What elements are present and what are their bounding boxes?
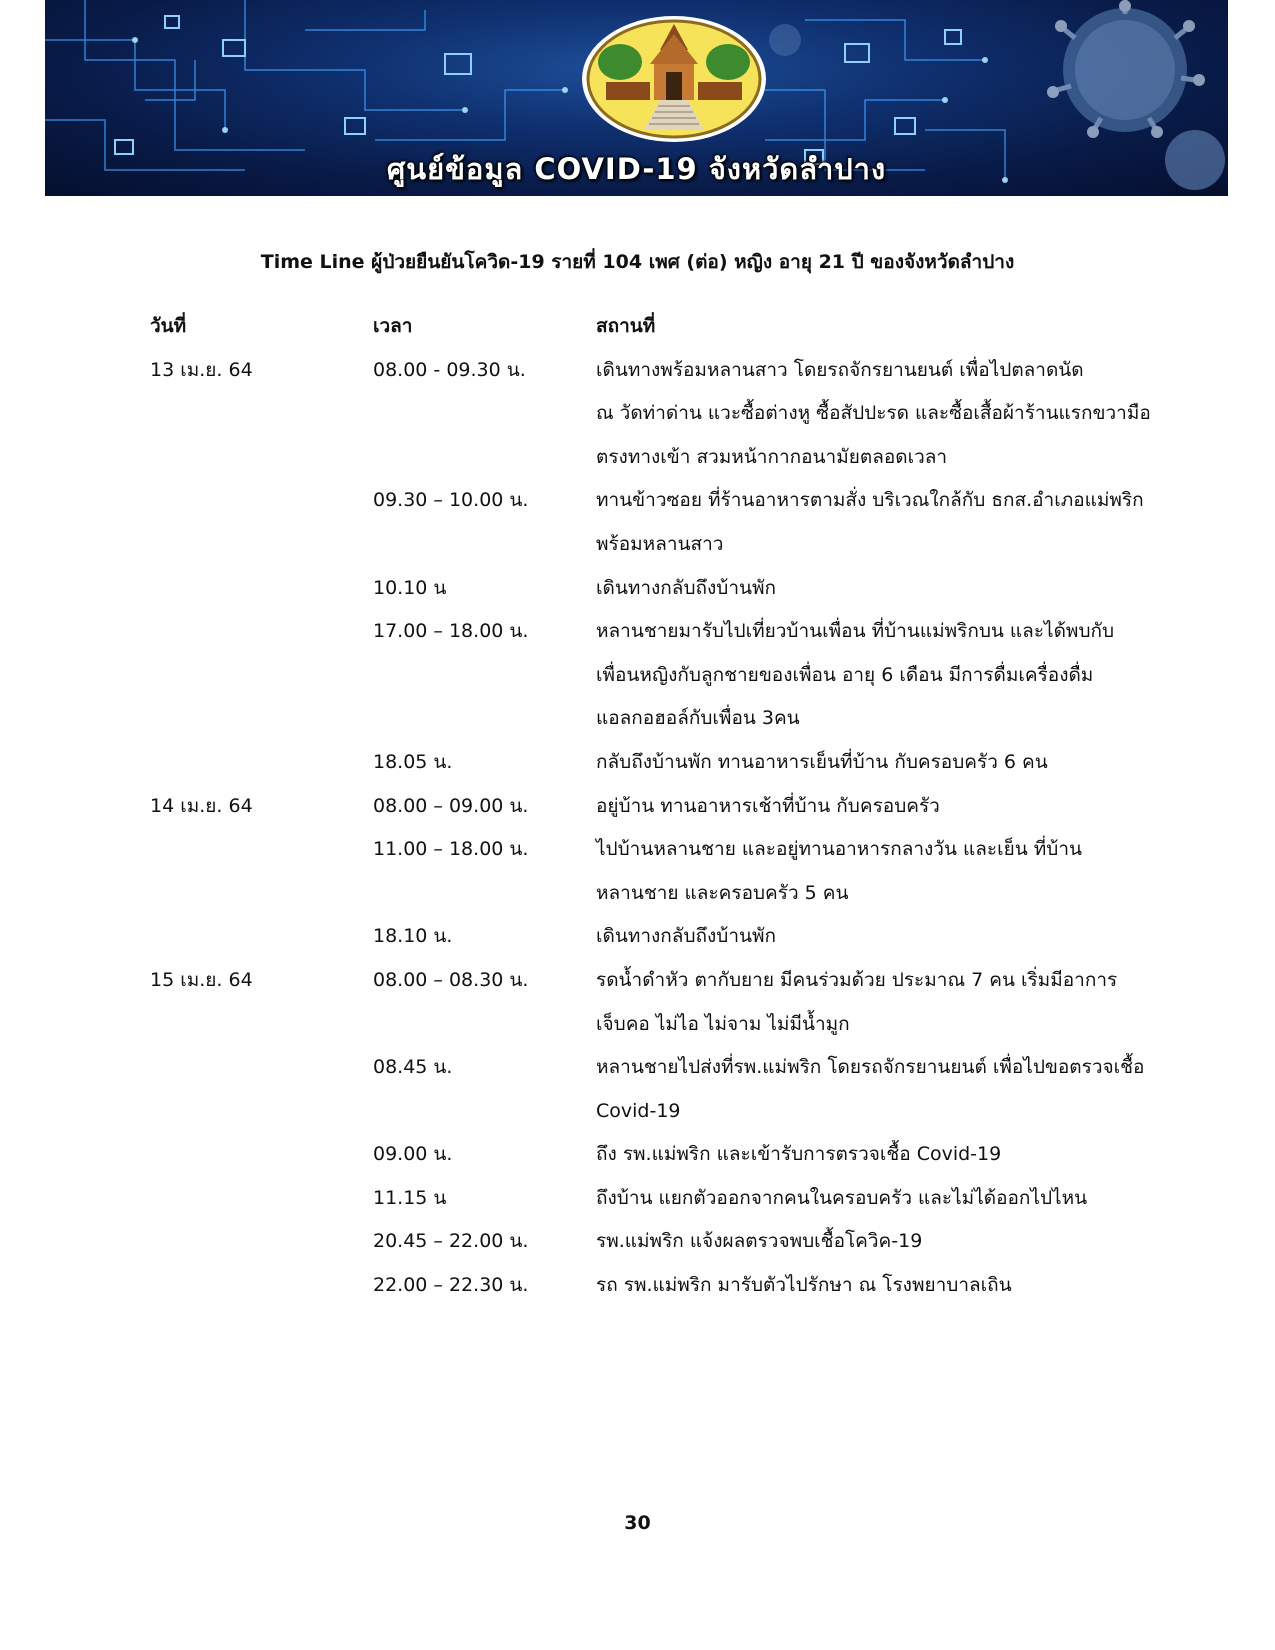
- row-place: [596, 1046, 1210, 1133]
- row-place-line: ณ วัดท่าด่าน แวะซื้อต่างหู ซื้อสัปปะรด และซื้อเสื้อผ้าร้านแรกขวามือ: [596, 402, 1151, 425]
- table-row: [150, 1264, 1210, 1308]
- row-place: [596, 1177, 1210, 1221]
- row-place-line: ทานข้าวซอย ที่ร้านอาหารตามสั่ง บริเวณใกล้กับ ธกส.อำเภอแม่พริก: [596, 489, 1144, 512]
- document-title: Time Line ผู้ป่วยยืนยันโควิด-19 รายที่ 104 เพศ (ต่อ) หญิง อายุ 21 ปี ของจังหวัดลำปาง: [260, 251, 1015, 273]
- provincial-seal-icon: [580, 14, 768, 144]
- row-time: 09.30 – 10.00 น.: [373, 489, 529, 512]
- row-place: [596, 741, 1210, 785]
- row-place-line: ถึง รพ.แม่พริก และเข้ารับการตรวจเชื้อ Covid-19: [596, 1143, 1002, 1166]
- table-row: [150, 915, 1210, 959]
- row-time: 18.10 น.: [373, 925, 453, 948]
- row-place: [596, 349, 1210, 480]
- table-row: [150, 567, 1210, 611]
- row-date: [150, 1046, 373, 1133]
- row-place: [596, 479, 1210, 566]
- row-place-line: หลานชาย และครอบครัว 5 คน: [596, 881, 849, 904]
- row-time: 18.05 น.: [373, 750, 453, 773]
- page-number: 30: [624, 1512, 651, 1534]
- row-place-line: แอลกอฮอล์กับเพื่อน 3คน: [596, 707, 800, 730]
- table-row: [150, 785, 1210, 829]
- row-date: [150, 479, 373, 566]
- column-header-place: สถานที่: [596, 315, 656, 337]
- row-time: 22.00 – 22.30 น.: [373, 1274, 529, 1297]
- row-place-line: ตรงทางเข้า สวมหน้ากากอนามัยตลอดเวลา: [596, 445, 948, 468]
- banner-title: ศูนย์ข้อมูล COVID-19 จังหวัดลำปาง: [386, 152, 887, 186]
- timeline-table: [150, 305, 1210, 1308]
- row-place: [596, 1264, 1210, 1308]
- table-row: [150, 1177, 1210, 1221]
- row-date: 13 เม.ย. 64: [150, 358, 253, 381]
- row-date: [150, 567, 373, 611]
- row-time: 11.00 – 18.00 น.: [373, 838, 529, 861]
- row-place: [596, 785, 1210, 829]
- table-row: [150, 1133, 1210, 1177]
- table-row: [150, 1220, 1210, 1264]
- timeline-rows: [150, 349, 1210, 1308]
- row-place-line: ไปบ้านหลานชาย และอยู่ทานอาหารกลางวัน และเย็น ที่บ้าน: [596, 838, 1082, 861]
- row-place-line: หลานชายไปส่งที่รพ.แม่พริก โดยรถจักรยานยนต์ เพื่อไปขอตรวจเชื้อ: [596, 1056, 1145, 1079]
- column-header-time: เวลา: [373, 315, 413, 337]
- row-date: [150, 741, 373, 785]
- row-date: [150, 1264, 373, 1308]
- table-row: [150, 959, 1210, 1046]
- row-place-line: ถึงบ้าน แยกตัวออกจากคนในครอบครัว และไม่ได้ออกไปไหน: [596, 1186, 1088, 1209]
- row-place: [596, 610, 1210, 741]
- row-date: [150, 828, 373, 915]
- table-row: [150, 610, 1210, 741]
- row-place: [596, 1133, 1210, 1177]
- header-banner: [45, 0, 1228, 196]
- row-time: 08.45 น.: [373, 1056, 453, 1079]
- column-header-date: วันที่: [150, 315, 187, 337]
- row-place-line: เพื่อนหญิงกับลูกชายของเพื่อน อายุ 6 เดือน มีการดื่มเครื่องดื่ม: [596, 663, 1094, 686]
- row-place: [596, 567, 1210, 611]
- row-time: 08.00 – 08.30 น.: [373, 968, 529, 991]
- row-date: 15 เม.ย. 64: [150, 968, 253, 991]
- row-place: [596, 959, 1210, 1046]
- row-place-line: พร้อมหลานสาว: [596, 532, 724, 555]
- row-place: [596, 1220, 1210, 1264]
- row-place-line: หลานชายมารับไปเที่ยวบ้านเพื่อน ที่บ้านแม่พริกบน และได้พบกับ: [596, 620, 1115, 643]
- row-time: 20.45 – 22.00 น.: [373, 1230, 529, 1253]
- row-date: [150, 1177, 373, 1221]
- table-row: [150, 479, 1210, 566]
- table-row: [150, 828, 1210, 915]
- table-row: [150, 349, 1210, 480]
- row-place-line: รถ รพ.แม่พริก มารับตัวไปรักษา ณ โรงพยาบาลเถิน: [596, 1274, 1012, 1297]
- row-date: [150, 610, 373, 741]
- row-time: 10.10 น: [373, 576, 447, 599]
- row-time: 08.00 - 09.30 น.: [373, 358, 526, 381]
- row-time: 11.15 น: [373, 1186, 447, 1209]
- row-place-line: กลับถึงบ้านพัก ทานอาหารเย็นที่บ้าน กับครอบครัว 6 คน: [596, 750, 1048, 773]
- row-place-line: เดินทางกลับถึงบ้านพัก: [596, 576, 777, 599]
- row-date: [150, 1133, 373, 1177]
- row-time: 17.00 – 18.00 น.: [373, 620, 529, 643]
- row-place-line: อยู่บ้าน ทานอาหารเช้าที่บ้าน กับครอบครัว: [596, 794, 940, 817]
- table-header: [150, 305, 1210, 349]
- row-place-line: Covid-19: [596, 1099, 681, 1122]
- row-place: [596, 828, 1210, 915]
- row-time: 08.00 – 09.00 น.: [373, 794, 529, 817]
- row-date: [150, 1220, 373, 1264]
- row-date: 14 เม.ย. 64: [150, 794, 253, 817]
- row-place-line: รพ.แม่พริก แจ้งผลตรวจพบเชื้อโควิค-19: [596, 1230, 923, 1253]
- row-place-line: รดน้ำดำหัว ตากับยาย มีคนร่วมด้วย ประมาณ 7 คน เริ่มมีอาการ: [596, 968, 1118, 991]
- row-time: 09.00 น.: [373, 1143, 453, 1166]
- table-row: [150, 741, 1210, 785]
- row-place: [596, 915, 1210, 959]
- row-place-line: เจ็บคอ ไม่ไอ ไม่จาม ไม่มีน้ำมูก: [596, 1012, 850, 1035]
- row-date: [150, 915, 373, 959]
- row-place-line: เดินทางพร้อมหลานสาว โดยรถจักรยานยนต์ เพื่อไปตลาดนัด: [596, 358, 1084, 381]
- row-place-line: เดินทางกลับถึงบ้านพัก: [596, 925, 777, 948]
- table-row: [150, 1046, 1210, 1133]
